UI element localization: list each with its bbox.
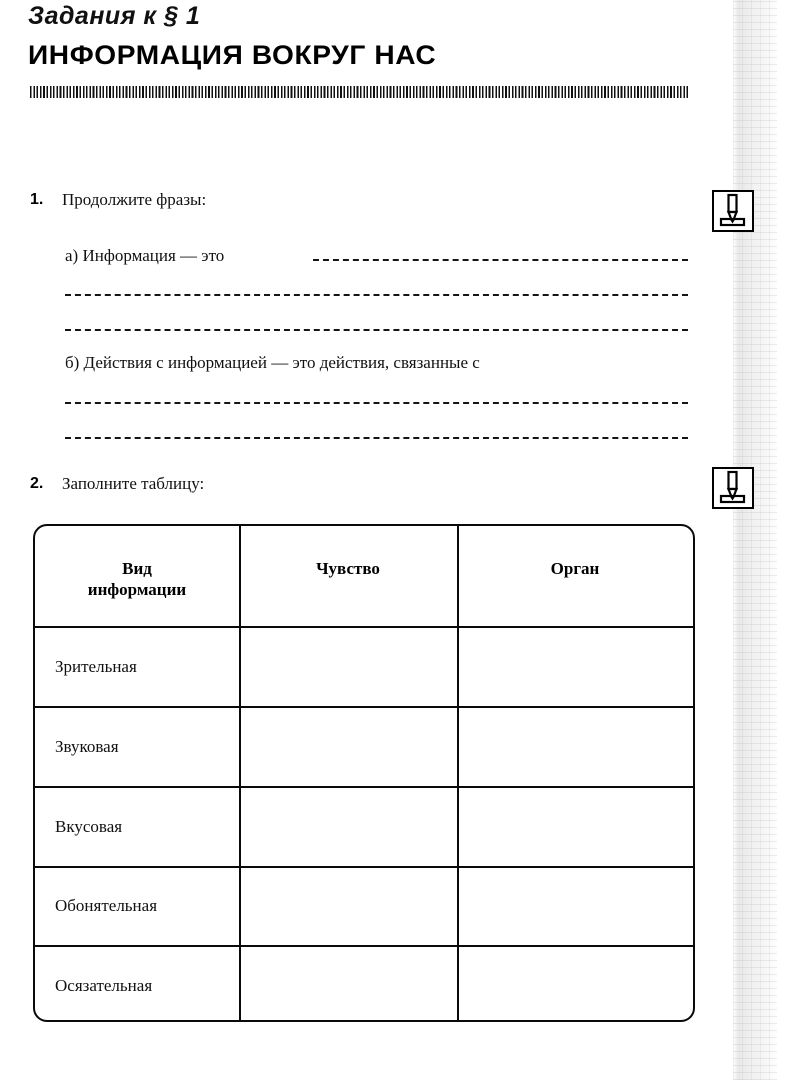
- table-cell-organ-5[interactable]: [459, 947, 691, 1020]
- sensory-information-table: [33, 524, 695, 1022]
- writing-line[interactable]: [65, 437, 688, 439]
- table-cell-feeling-1[interactable]: [241, 628, 455, 704]
- pencil-write-icon: [712, 467, 754, 509]
- writing-line[interactable]: [65, 294, 688, 296]
- table-cell-feeling-5[interactable]: [241, 947, 455, 1020]
- table-cell-organ-1[interactable]: [459, 628, 691, 704]
- table-header-information-type: [35, 558, 239, 601]
- table-header-feeling: Чувство: [316, 559, 380, 578]
- table-cell-feeling-3[interactable]: [241, 788, 455, 864]
- table-cell-organ-2[interactable]: [459, 708, 691, 784]
- decorative-hatched-rule: [30, 86, 688, 98]
- table-row-label: Вкусовая: [55, 817, 123, 836]
- table-cell-feeling-4[interactable]: [241, 868, 455, 943]
- table-cell-organ-4[interactable]: [459, 868, 691, 943]
- writing-line[interactable]: [313, 259, 688, 261]
- table-row-label: Звуковая: [55, 737, 119, 756]
- writing-line[interactable]: [65, 402, 688, 404]
- task-1-item-a-text: а) Информация — это: [65, 246, 225, 265]
- task-2-number: 2.: [30, 475, 44, 492]
- scan-edge-artifact: [733, 0, 777, 1080]
- table-header-line-1: Вид: [122, 559, 152, 578]
- table-row-label: Осязательная: [55, 976, 153, 995]
- task-1-number: 1.: [30, 191, 44, 208]
- table-row-label: Зрительная: [55, 657, 137, 676]
- table-row-label: Обонятельная: [55, 896, 158, 915]
- task-2-prompt: Заполните таблицу:: [62, 474, 205, 493]
- table-cell-feeling-2[interactable]: [241, 708, 455, 784]
- pencil-write-icon: [712, 190, 754, 232]
- page-title: ИНФОРМАЦИЯ ВОКРУГ НАС: [28, 40, 437, 70]
- table-header-line-2: информации: [87, 580, 187, 600]
- task-1-prompt: Продолжите фразы:: [62, 190, 207, 209]
- table-header-organ: Орган: [550, 559, 600, 578]
- section-kicker: Задания к § 1: [28, 2, 201, 30]
- writing-line[interactable]: [65, 329, 688, 331]
- task-1-item-b-text: б) Действия с информацией — это действия, связанные с: [65, 353, 480, 372]
- table-cell-organ-3[interactable]: [459, 788, 691, 864]
